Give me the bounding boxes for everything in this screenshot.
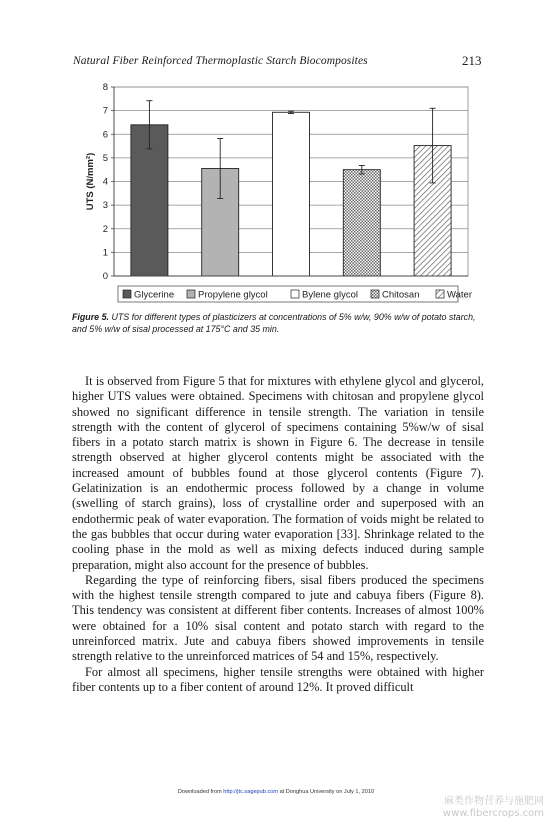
y-tick-label: 0	[102, 271, 108, 282]
paragraph: For almost all specimens, higher tensile strengths were obtained with higher fiber contents up to a fiber content of around 12%. It proved difficult	[72, 664, 484, 694]
y-tick-label: 4	[102, 176, 108, 188]
legend-label: Bylene glycol	[302, 289, 358, 301]
bar-chitosan	[343, 170, 380, 276]
footer-link[interactable]: http://jtc.sagepub.com	[223, 789, 279, 795]
figure-label: Figure 5.	[72, 312, 109, 322]
legend-label: Glycerine	[134, 289, 175, 301]
page-number: 213	[462, 53, 482, 68]
body-text	[72, 374, 484, 695]
legend-swatch	[123, 290, 131, 298]
paragraph: Regarding the type of reinforcing fibers, sisal fibers produced the specimens with the highest tensile strength compared to jute and cabuya fibers (Figure 8). This tendency was consistent at different fiber contents. Increases of almost 100% were obtained for a 10% sisal content and potato starch with regard to the unreinforced matrix. Jute and cabuya fibers showed improvements in tensile strength relative to the unreinforced matrices of 54 and 15%, respectively.	[72, 572, 484, 664]
figure-caption-text: UTS for different types of plasticizers at concentrations of 5% w/w, 90% w/w of potato starch, and 5% w/w of sisal processed at 175°C and 35 min.	[72, 312, 476, 334]
uts-bar-chart	[0, 0, 552, 310]
legend-label: Chitosan	[382, 289, 420, 301]
y-tick-label: 5	[102, 152, 108, 164]
y-tick-label: 8	[102, 82, 108, 93]
legend-swatch	[291, 290, 299, 298]
watermark-line-2: www.fibercrops.com	[442, 808, 544, 819]
paragraph: It is observed from Figure 5 that for mixtures with ethylene glycol and glycerol, higher UTS values were obtained. Specimens with chitosan and propylene glycol showed no significant difference in tensile strength. The variation in tensile strength with the content of glycerol of specimens containing 5%w/w of sisal fibers in a potato starch matrix is shown in Figure 6. The decrease in tensile strength observed at higher glycerol contents might be associated with the increased amount of bubbles found at those glycerol contents (Figure 7). Gelatinization is an endothermic process followed by a change in volume (swelling of starch grains), loss of crystalline order and superposed with an endothermic peak of water evaporation. The formation of voids might be related to the gas bubbles that occur during water evaporation [33]. Shrinkage related to the cooling phase in the mold as well as mixing defects induced during sample preparation, might also account for the presence of bubbles.	[72, 374, 484, 572]
bar-bylene-glycol	[273, 112, 310, 276]
y-tick-label: 7	[102, 105, 108, 117]
legend-label: Propylene glycol	[198, 289, 268, 301]
y-tick-label: 6	[102, 129, 108, 141]
legend-swatch	[371, 290, 379, 298]
download-footer	[0, 789, 552, 795]
watermark	[443, 796, 544, 820]
figure-caption	[72, 311, 484, 335]
footer-suffix: at Donghua University on July 1, 2010	[278, 789, 375, 795]
y-axis-label: UTS (N/mm²)	[85, 152, 96, 211]
watermark-line-1: 麻类作物营养与施肥网	[444, 796, 544, 807]
running-header-title: Natural Fiber Reinforced Thermoplastic Starch Biocomposites	[73, 55, 368, 67]
y-tick-label: 3	[102, 200, 108, 212]
legend-swatch	[436, 290, 444, 298]
legend-label: Water	[447, 289, 472, 301]
y-tick-label: 2	[102, 223, 108, 235]
legend-swatch	[187, 290, 195, 298]
footer-prefix: Downloaded from	[177, 789, 224, 795]
y-tick-label: 1	[102, 247, 108, 259]
